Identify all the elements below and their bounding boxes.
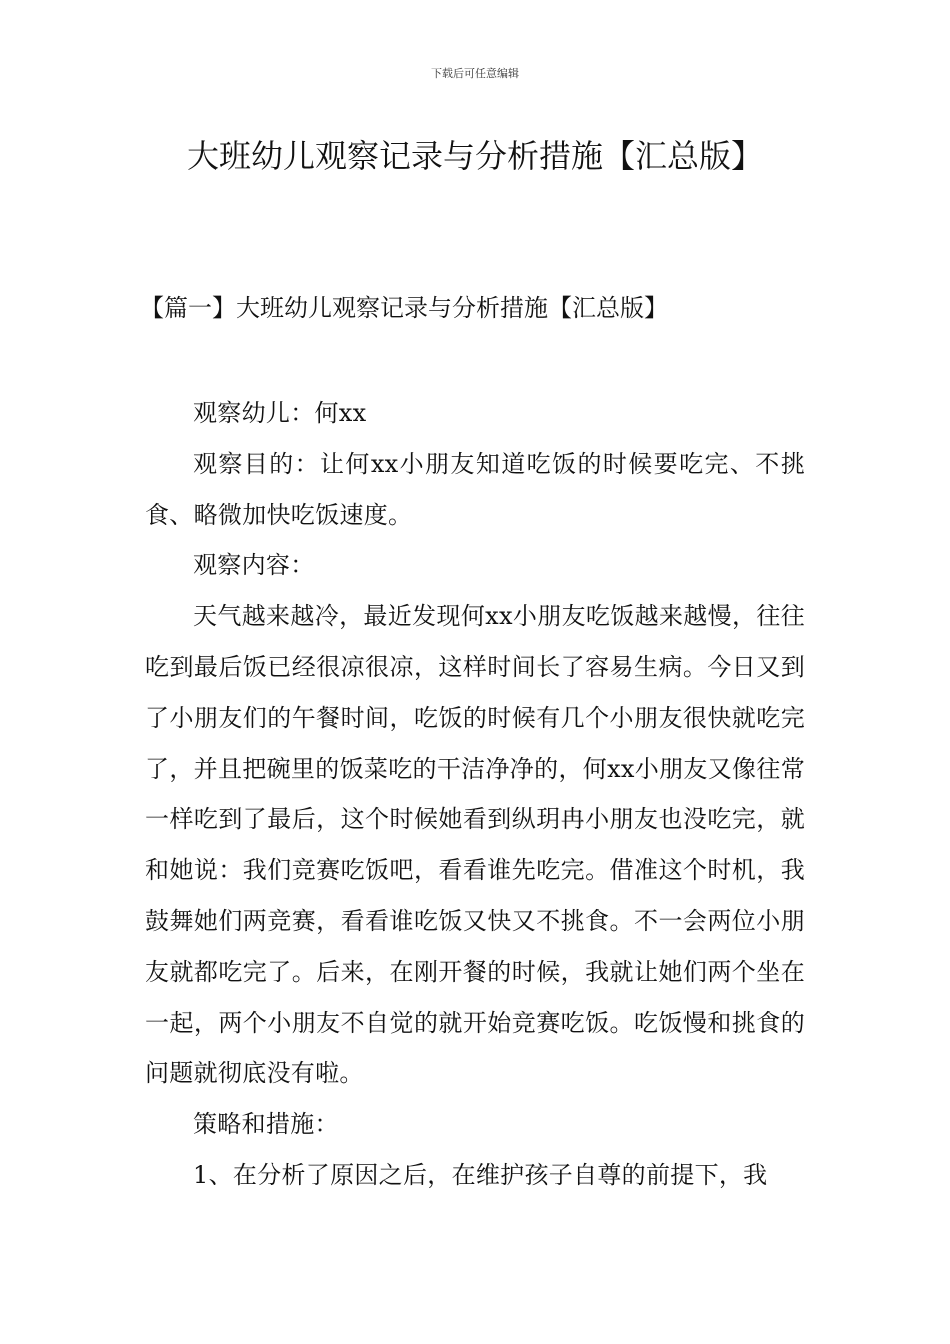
paragraph-strategy-heading: 策略和措施： xyxy=(193,1110,339,1139)
document-title: 大班幼儿观察记录与分析措施【汇总版】 xyxy=(186,137,763,175)
paragraph-observed-child: 观察幼儿：何xx xyxy=(193,399,367,427)
paragraph-observation-purpose: 观察目的：让何xx小朋友知道吃饭的时候要吃完、不挑食、略微加快吃饭速度。 xyxy=(145,449,805,529)
paragraph-strategy-item-1: 1、在分析了原因之后，在维护孩子自尊的前提下，我 xyxy=(193,1160,768,1189)
document-body xyxy=(145,388,805,1201)
paragraph-observation-content: 天气越来越冷，最近发现何xx小朋友吃饭越来越慢，往往吃到最后饭已经很凉很凉，这样时间长了容易生病。今日又到了小朋友们的午餐时间，吃饭的时候有几个小朋友很快就吃完了，并且把碗里的饭菜吃的干洁净净的，何xx小朋友又像往常一样吃到了最后，这个时候她看到纵玥冉小朋友也没吃完，就和她说：我们竞赛吃饭吧，看看谁先吃完。借准这个时机，我鼓舞她们两竞赛，看看谁吃饭又快又不挑食。不一会两位小朋友就都吃完了。后来，在刚开餐的时候，我就让她们两个坐在一起，两个小朋友不自觉的就开始竞赛吃饭。吃饭慢和挑食的问题就彻底没有啦。 xyxy=(145,602,805,1088)
header-note: 下载后可任意编辑 xyxy=(431,67,519,80)
paragraph-observation-content-heading: 观察内容： xyxy=(193,551,315,580)
section-heading: 【篇一】大班幼儿观察记录与分析措施【汇总版】 xyxy=(140,294,668,322)
